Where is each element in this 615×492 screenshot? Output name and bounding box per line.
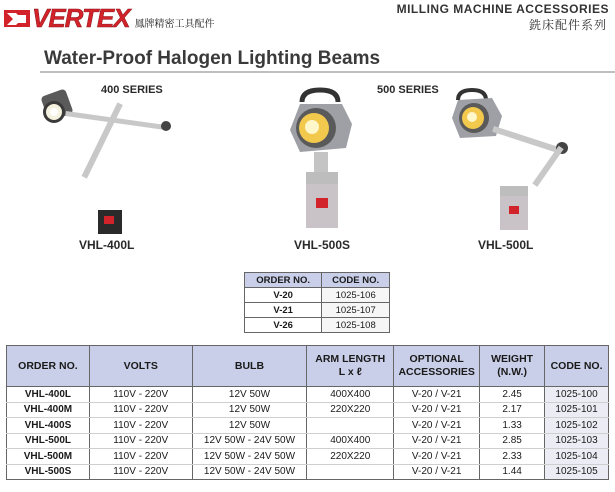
spec-accessories-cell: V-20 / V-21 xyxy=(394,464,480,480)
spec-arm-length-cell: 400X400 xyxy=(307,433,394,449)
table-row xyxy=(7,433,609,449)
spec-weight-cell: 1.33 xyxy=(480,418,545,434)
spec-volts-cell: 110V - 220V xyxy=(89,387,192,403)
spec-volts-cell: 110V - 220V xyxy=(89,418,192,434)
spec-col-arm-length-unit: L x ℓ xyxy=(338,366,362,378)
spec-order-cell: VHL-400M xyxy=(7,402,90,418)
spec-volts-cell: 110V - 220V xyxy=(89,402,192,418)
series-400-label: 400 SERIES xyxy=(101,84,163,96)
brand-chinese-name: 鳳牌精密工具配件 xyxy=(134,18,215,30)
table-row xyxy=(245,303,390,318)
accessory-order-cell: V-20 xyxy=(245,288,322,303)
spec-order-cell: VHL-500S xyxy=(7,464,90,480)
title-divider xyxy=(40,71,615,73)
table-row xyxy=(7,402,609,418)
spec-arm-length-cell: 220X220 xyxy=(307,402,394,418)
model-label-vhl-500l: VHL-500L xyxy=(478,238,534,252)
page-title: Water-Proof Halogen Lighting Beams xyxy=(44,48,381,69)
spec-weight-cell: 2.85 xyxy=(480,433,545,449)
spec-order-cell: VHL-400S xyxy=(7,418,90,434)
spec-accessories-cell: V-20 / V-21 xyxy=(394,433,480,449)
brand-emblem-icon xyxy=(4,7,30,29)
spec-col-accessories-label: ACCESSORIES xyxy=(398,366,475,378)
spec-table-body xyxy=(7,387,609,480)
spec-volts-cell: 110V - 220V xyxy=(89,433,192,449)
table-row xyxy=(7,449,609,465)
spec-bulb-cell: 12V 50W xyxy=(192,402,307,418)
brand-logo xyxy=(4,4,215,32)
spec-table xyxy=(6,345,609,480)
spec-accessories-cell: V-20 / V-21 xyxy=(394,449,480,465)
spec-weight-cell: 1.44 xyxy=(480,464,545,480)
vhl-500s-lamp-image xyxy=(280,86,370,236)
vhl-500l-lamp-image xyxy=(450,86,590,236)
spec-order-cell: VHL-500L xyxy=(7,433,90,449)
spec-code-cell: 1025-104 xyxy=(545,449,609,465)
spec-weight-cell: 2.17 xyxy=(480,402,545,418)
model-label-vhl-500s: VHL-500S xyxy=(294,238,351,252)
spec-code-cell: 1025-102 xyxy=(545,418,609,434)
spec-weight-cell: 2.33 xyxy=(480,449,545,465)
spec-code-cell: 1025-103 xyxy=(545,433,609,449)
spec-bulb-cell: 12V 50W xyxy=(192,418,307,434)
spec-table-header xyxy=(7,346,609,387)
accessory-col-order: ORDER NO. xyxy=(245,273,322,288)
table-row xyxy=(7,418,609,434)
spec-col-bulb: BULB xyxy=(192,346,307,387)
spec-code-cell: 1025-105 xyxy=(545,464,609,480)
accessory-code-cell: 1025-106 xyxy=(322,288,390,303)
model-label-vhl-400l: VHL-400L xyxy=(79,238,135,252)
spec-col-optional-label: OPTIONAL xyxy=(409,353,464,365)
spec-code-cell: 1025-100 xyxy=(545,387,609,403)
spec-col-weight-unit: (N.W.) xyxy=(497,366,527,378)
spec-order-cell: VHL-400L xyxy=(7,387,90,403)
spec-arm-length-cell: 220X220 xyxy=(307,449,394,465)
spec-col-weight xyxy=(480,346,545,387)
vhl-400l-lamp-image xyxy=(28,84,198,244)
spec-col-order: ORDER NO. xyxy=(7,346,90,387)
spec-weight-cell: 2.45 xyxy=(480,387,545,403)
table-row xyxy=(7,387,609,403)
spec-col-code: CODE NO. xyxy=(545,346,609,387)
series-500-label: 500 SERIES xyxy=(377,84,439,96)
accessory-table-header xyxy=(245,273,390,288)
spec-bulb-cell: 12V 50W xyxy=(192,387,307,403)
accessory-col-code: CODE NO. xyxy=(322,273,390,288)
spec-bulb-cell: 12V 50W - 24V 50W xyxy=(192,449,307,465)
spec-arm-length-cell xyxy=(307,464,394,480)
accessory-order-cell: V-26 xyxy=(245,318,322,333)
spec-arm-length-cell xyxy=(307,418,394,434)
spec-col-optional-accessories xyxy=(394,346,480,387)
accessory-code-cell: 1025-108 xyxy=(322,318,390,333)
accessory-table xyxy=(244,272,390,333)
spec-order-cell: VHL-500M xyxy=(7,449,90,465)
brand-name: VERTEX xyxy=(32,3,130,33)
spec-col-arm-length-label: ARM LENGTH xyxy=(315,353,386,365)
spec-bulb-cell: 12V 50W - 24V 50W xyxy=(192,464,307,480)
table-row xyxy=(245,288,390,303)
table-row xyxy=(245,318,390,333)
spec-bulb-cell: 12V 50W - 24V 50W xyxy=(192,433,307,449)
spec-volts-cell: 110V - 220V xyxy=(89,464,192,480)
spec-accessories-cell: V-20 / V-21 xyxy=(394,402,480,418)
spec-accessories-cell: V-20 / V-21 xyxy=(394,387,480,403)
accessory-order-cell: V-21 xyxy=(245,303,322,318)
section-title-en: MILLING MACHINE ACCESSORIES xyxy=(396,2,609,16)
spec-code-cell: 1025-101 xyxy=(545,402,609,418)
spec-col-volts: VOLTS xyxy=(89,346,192,387)
spec-col-weight-label: WEIGHT xyxy=(491,353,534,365)
table-row xyxy=(7,464,609,480)
spec-accessories-cell: V-20 / V-21 xyxy=(394,418,480,434)
accessory-code-cell: 1025-107 xyxy=(322,303,390,318)
section-title-cn: 銑床配件系列 xyxy=(528,18,607,32)
spec-arm-length-cell: 400X400 xyxy=(307,387,394,403)
spec-col-arm-length xyxy=(307,346,394,387)
spec-volts-cell: 110V - 220V xyxy=(89,449,192,465)
